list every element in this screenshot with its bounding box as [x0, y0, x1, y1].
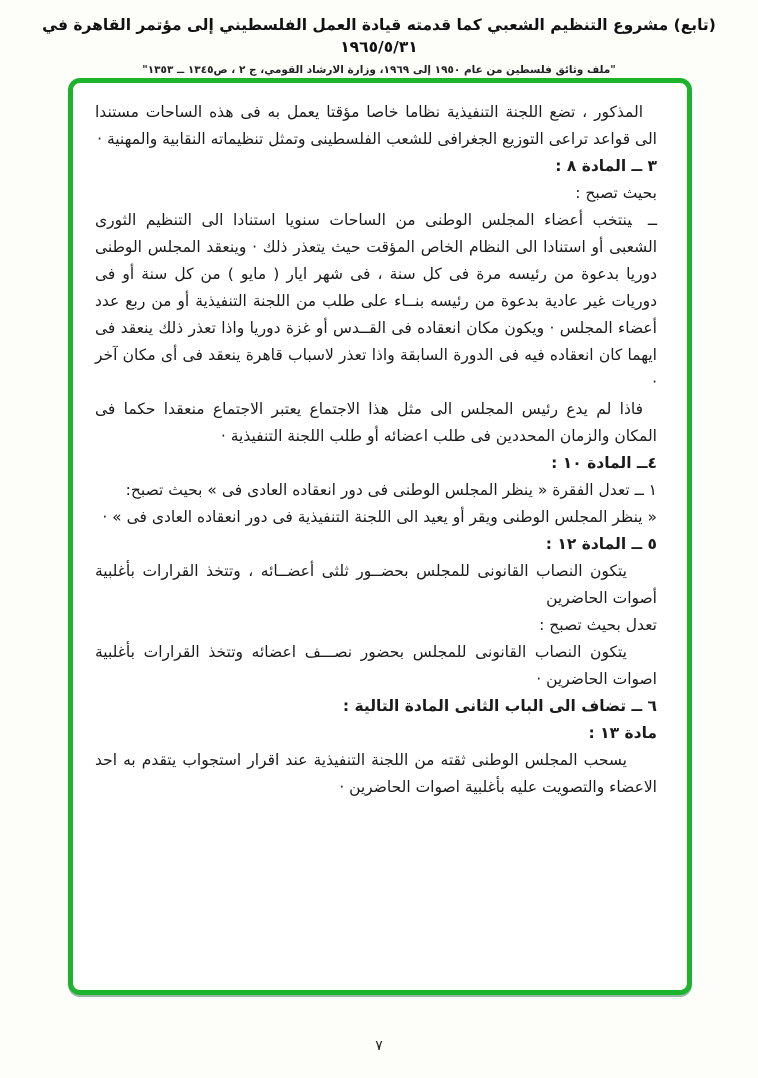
paragraph-quoted-amendment: « ينظر المجلس الوطنى ويقر أو يعيد الى اللجنة التنفيذية فى دور انعقاده العادى فى » · — [102, 508, 657, 526]
heading-article-13: مادة ١٣ : — [588, 724, 657, 742]
paragraph-continuation: المذكور ، تضع اللجنة التنفيذية نظاما خاصا مؤقتا يعمل به فى هذه الساحات مستندا الى قواعد تراعى التوزيع الجغرافى للشعب الفلسطينى وتمثل تنظيماته النقابية والمهنية · — [95, 103, 657, 148]
item-amend-paragraph: ١ ــ تعدل الفقرة « ينظر المجلس الوطنى فى دور انعقاده العادى فى » بحيث تصبح: — [125, 481, 657, 499]
paragraph-withdraw-confidence: يسحب المجلس الوطنى ثقته من اللجنة التنفيذية عند اقرار استجواب يتقدم به احد الاعضاء والتصويت عليه بأغلبية اصوات الحاضرين · — [95, 751, 657, 796]
document-source-citation: "ملف وثائق فلسطين من عام ١٩٥٠ إلى ١٩٦٩، وزارة الارشاد القومي، ج ٢ ، ص١٣٤٥ ــ ١٣٥٣" — [142, 63, 616, 76]
bullet-paragraph-elections — [95, 207, 657, 396]
heading-article-12: ٥ ــ المادة ١٢ : — [545, 535, 657, 553]
lead-in-amended-becomes: تعدل بحيث تصبح : — [539, 616, 657, 634]
bullet-text: ينتخب أعضاء المجلس الوطنى من الساحات سنويا استنادا الى التنظيم الثورى الشعبى أو استنادا الى النظام الخاص المؤقت حيث يتعذر ذلك · وينعقد المجلس الوطنى دوريا بدعوة من رئيسه مرة فى كل سنة ، فى شهر ايار ( مايو ) من كل سنة أو فى دوريات غير عادية بدعوة من رئيسه بنــاء على طلب من اللجنة التنفيذية أو من ربع عدد أعضاء المجلس · ويكون مكان انعقاده فى القــدس أو غزة دوريا واذا تعذر ذلك ينعقد فى ايهما كان انعقاده فيه فى الدورة السابقة واذا تعذر لاسباب قاهرة ينعقد فى أى مكان آخر · — [95, 211, 657, 391]
paragraph-quorum-new: يتكون النصاب القانونى للمجلس بحضور نصـــف اعضائه وتتخذ القرارات بأغلبية اصوات الحاضرين · — [95, 643, 657, 688]
highlight-box — [68, 78, 692, 995]
heading-article-13-intro: ٦ ــ تضاف الى الباب الثانى المادة التالية : — [342, 697, 657, 715]
page-number: ٧ — [375, 1038, 383, 1054]
page-header — [40, 14, 718, 76]
paragraph-quorum-old: يتكون النصاب القانونى للمجلس بحضــور ثلثى أعضــائه ، وتتخذ القرارات بأغلبية أصوات الحاضرين — [95, 562, 657, 607]
document-title: (تابع) مشروع التنظيم الشعبي كما قدمته قيادة العمل الفلسطيني إلى مؤتمر القاهرة في ١٩٦٥/٥/٣١ — [42, 16, 716, 57]
bullet-dash: ــ — [647, 211, 657, 229]
heading-article-8: ٣ ــ المادة ٨ : — [555, 157, 657, 175]
lead-in-so-becomes: بحيث تصبح : — [575, 184, 657, 202]
paragraph-meeting-default: فاذا لم يدع رئيس المجلس الى مثل هذا الاجتماع يعتبر الاجتماع منعقدا حكما فى المكان والزمان المحددين فى طلب اعضائه أو طلب اللجنة التنفيذية · — [95, 400, 657, 445]
heading-article-10: ٤ــ المادة ١٠ : — [551, 454, 657, 472]
